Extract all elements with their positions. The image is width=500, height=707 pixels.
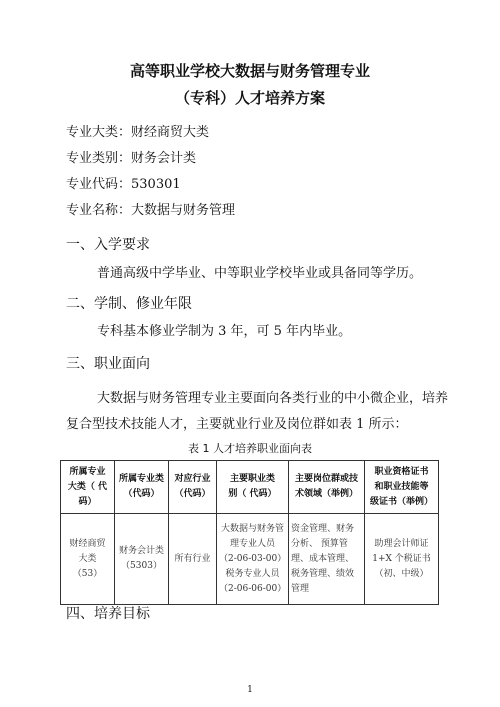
header-line: （代码） xyxy=(123,489,160,499)
section-heading-admission: 一、入学要求 xyxy=(66,237,150,253)
cell-line: 大类 xyxy=(78,553,97,564)
cell-line: 理专业人员 xyxy=(229,538,275,549)
meta-value: 财经商贸大类 xyxy=(131,125,210,140)
header-line: 术领域（举例） xyxy=(294,489,358,499)
meta-major-type xyxy=(66,147,196,166)
header-line: 所属专业类 xyxy=(118,474,164,484)
cell-occupation xyxy=(217,514,289,605)
table-header-row xyxy=(61,461,439,514)
cell-major-category xyxy=(61,514,115,605)
section-body-admission: 普通高级中学毕业、中等职业学校毕业或具备同等学历。 xyxy=(97,266,423,281)
cell-line: （2-06-03-00） xyxy=(219,553,287,564)
meta-label: 专业类别： xyxy=(66,151,132,166)
header-positions xyxy=(289,461,365,514)
meta-label: 专业名称： xyxy=(66,203,132,218)
cell-line: 理、成本管理、 xyxy=(291,553,355,564)
cell-line: （53） xyxy=(72,568,103,579)
cell-major-type xyxy=(115,514,169,605)
cell-line: 财务会计类 xyxy=(118,546,164,556)
cell-line: 税务专业人员 xyxy=(225,568,280,579)
table-row xyxy=(61,514,439,605)
cell-certificates xyxy=(365,514,439,605)
header-industry xyxy=(169,461,217,514)
meta-major-category xyxy=(66,121,209,140)
header-line: 所属专业 xyxy=(69,466,106,477)
meta-value: 大数据与财务管理 xyxy=(131,203,236,218)
section-heading-objectives: 四、培养目标 xyxy=(66,606,150,622)
header-line: 码） xyxy=(78,496,97,507)
meta-label: 专业代码： xyxy=(66,177,132,192)
meta-major-code xyxy=(66,173,181,192)
career-orientation-table xyxy=(60,460,439,605)
cell-line: 税务管理、绩效 xyxy=(291,568,355,579)
header-line: 和职业技能等 xyxy=(374,481,429,492)
header-line: 对应行业 xyxy=(174,474,211,484)
meta-major-name xyxy=(66,199,235,218)
page-number: 1 xyxy=(247,685,253,695)
header-occupation xyxy=(217,461,289,514)
header-line: 职业资格证书 xyxy=(374,466,429,477)
header-certificates xyxy=(365,461,439,514)
cell-industry xyxy=(169,514,217,605)
header-line: 别（ 代码） xyxy=(228,489,277,499)
cell-positions xyxy=(289,514,365,605)
section-body-duration: 专科基本修业学制为 3 年，可 5 年内毕业。 xyxy=(97,324,352,339)
document-title-line-1: 高等职业学校大数据与财务管理专业 xyxy=(129,62,370,80)
document-title-line-2: （专科）人才培养方案 xyxy=(174,89,325,107)
header-line: 大类（ 代 xyxy=(67,481,108,492)
table-caption: 表 1 人才培养职业面向表 xyxy=(188,442,312,455)
cell-line: 所有行业 xyxy=(174,553,211,564)
header-line: （代码） xyxy=(174,489,211,499)
cell-line: 助理会计师证 xyxy=(374,538,429,549)
section-heading-duration: 二、学制、修业年限 xyxy=(66,296,192,312)
header-line: 主要职业类 xyxy=(229,474,275,484)
header-line: 级证书（举例） xyxy=(369,496,433,507)
cell-line: 管理 xyxy=(291,583,310,594)
cell-line: 大数据与财务管 xyxy=(220,523,284,534)
cell-line: 财经商贸 xyxy=(69,538,106,549)
cell-line: （2-06-06-00） xyxy=(219,583,287,594)
section-body-career-line-1: 大数据与财务管理专业主要面向各类行业的中小微企业，培养 xyxy=(97,391,449,406)
section-body-career-line-2: 复合型技术技能人才，主要就业行业及岗位群如表 1 所示： xyxy=(66,417,408,432)
header-major-type xyxy=(115,461,169,514)
header-major-category xyxy=(61,461,115,514)
header-line: 主要岗位群或技 xyxy=(294,474,358,484)
cell-line: 资金管理、财务 xyxy=(291,523,355,534)
cell-line: 1+X 个税证书 xyxy=(372,553,431,564)
cell-line: 分析、 预算管 xyxy=(291,538,348,549)
section-heading-career: 三、职业面向 xyxy=(66,356,150,372)
meta-label: 专业大类： xyxy=(66,125,132,140)
cell-line: （初、中级） xyxy=(374,568,429,579)
meta-value: 财务会计类 xyxy=(131,151,197,166)
meta-value: 530301 xyxy=(131,177,181,192)
cell-line: （5303） xyxy=(121,561,162,571)
